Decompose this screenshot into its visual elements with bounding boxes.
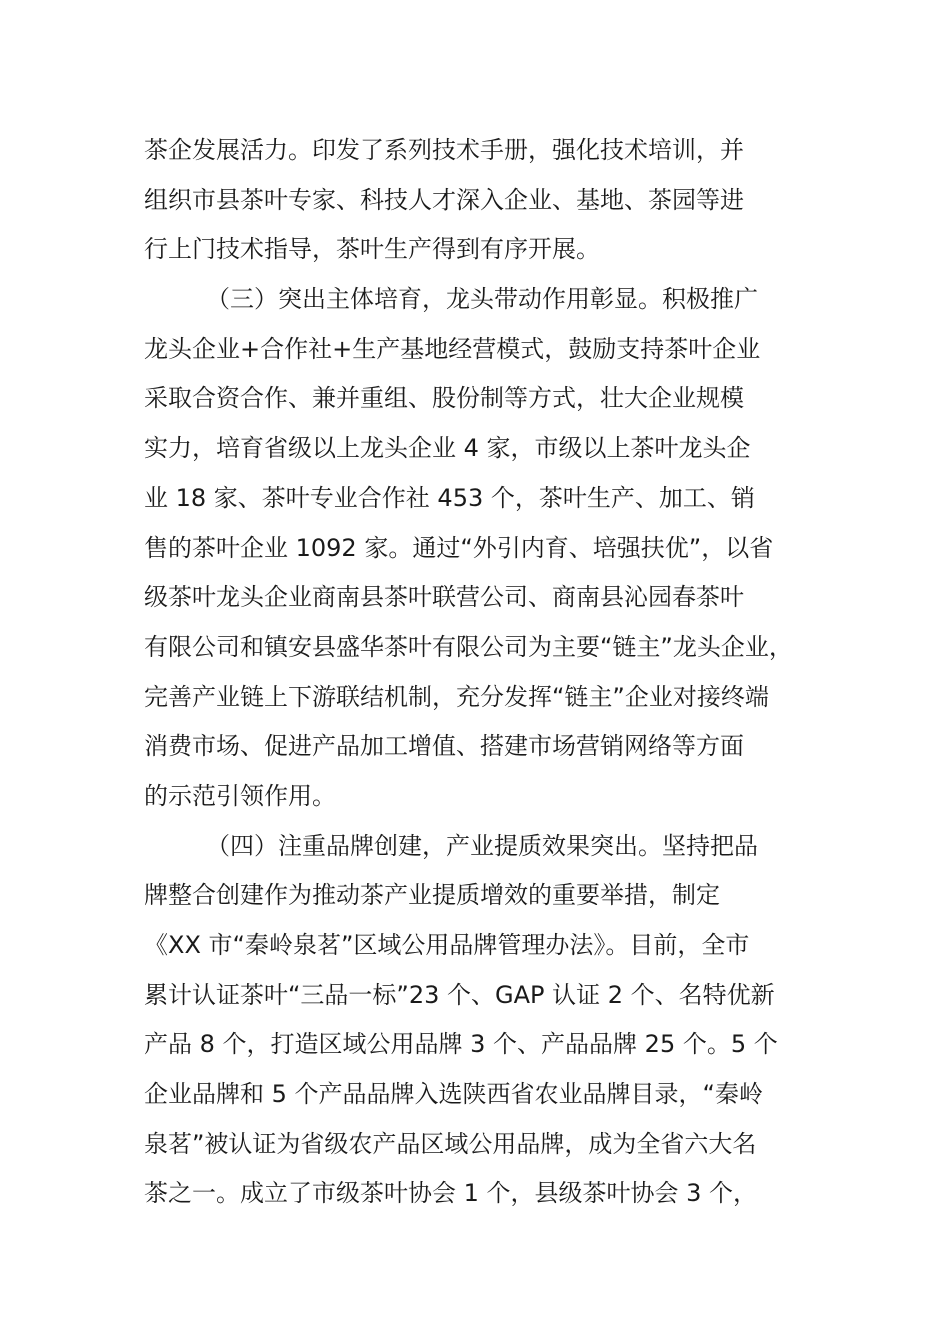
paragraph-line: 茶企发展活力。印发了系列技术手册，强化技术培训，并 (144, 136, 744, 164)
section-heading-line: （四）注重品牌创建，产业提质效果突出。坚持把品 (206, 831, 758, 860)
paragraph-line: 产品 8 个，打造区域公用品牌 3 个、产品品牌 25 个。5 个 (144, 1030, 778, 1059)
paragraph-line: 实力，培育省级以上龙头企业 4 家，市级以上茶叶龙头企 (144, 434, 751, 463)
paragraph-line: 消费市场、促进产品加工增值、搭建市场营销网络等方面 (144, 732, 744, 761)
paragraph-line: 的示范引领作用。 (144, 781, 336, 810)
paragraph-line: 泉茗”被认证为省级农产品区域公用品牌，成为全省六大名 (144, 1129, 757, 1158)
paragraph-line: 业 18 家、茶叶专业合作社 453 个，茶叶生产、加工、销 (144, 483, 755, 512)
section-heading-line: （三）突出主体培育，龙头带动作用彰显。积极推广 (206, 285, 758, 314)
paragraph-line: 组织市县茶叶专家、科技人才深入企业、基地、茶园等进 (144, 185, 744, 214)
paragraph-line: 级茶叶龙头企业商南县茶叶联营公司、商南县沁园春茶叶 (144, 583, 744, 612)
paragraph-line: 牌整合创建作为推动茶产业提质增效的重要举措，制定 (144, 881, 720, 910)
paragraph-line: 行上门技术指导，茶叶生产得到有序开展。 (144, 235, 600, 264)
paragraph-line: 有限公司和镇安县盛华茶叶有限公司为主要“链主”龙头企业， (144, 632, 793, 661)
paragraph-line: 茶之一。成立了市级茶叶协会 1 个，县级茶叶协会 3 个， (144, 1179, 758, 1208)
paragraph-line: 完善产业链上下游联结机制，充分发挥“链主”企业对接终端 (144, 682, 769, 711)
document-body (144, 126, 824, 1219)
paragraph-line: 《XX 市“秦岭泉茗”区域公用品牌管理办法》。目前，全市 (144, 931, 750, 959)
paragraph-line: 累计认证茶叶“三品一标”23 个、GAP 认证 2 个、名特优新 (144, 980, 775, 1009)
paragraph-line: 采取合资合作、兼并重组、股份制等方式，壮大企业规模 (144, 384, 744, 413)
paragraph-line: 龙头企业+合作社+生产基地经营模式，鼓励支持茶叶企业 (144, 334, 761, 363)
paragraph-line: 售的茶叶企业 1092 家。通过“外引内育、培强扶优”，以省 (144, 533, 774, 562)
paragraph-line: 企业品牌和 5 个产品品牌入选陕西省农业品牌目录，“秦岭 (144, 1080, 763, 1109)
